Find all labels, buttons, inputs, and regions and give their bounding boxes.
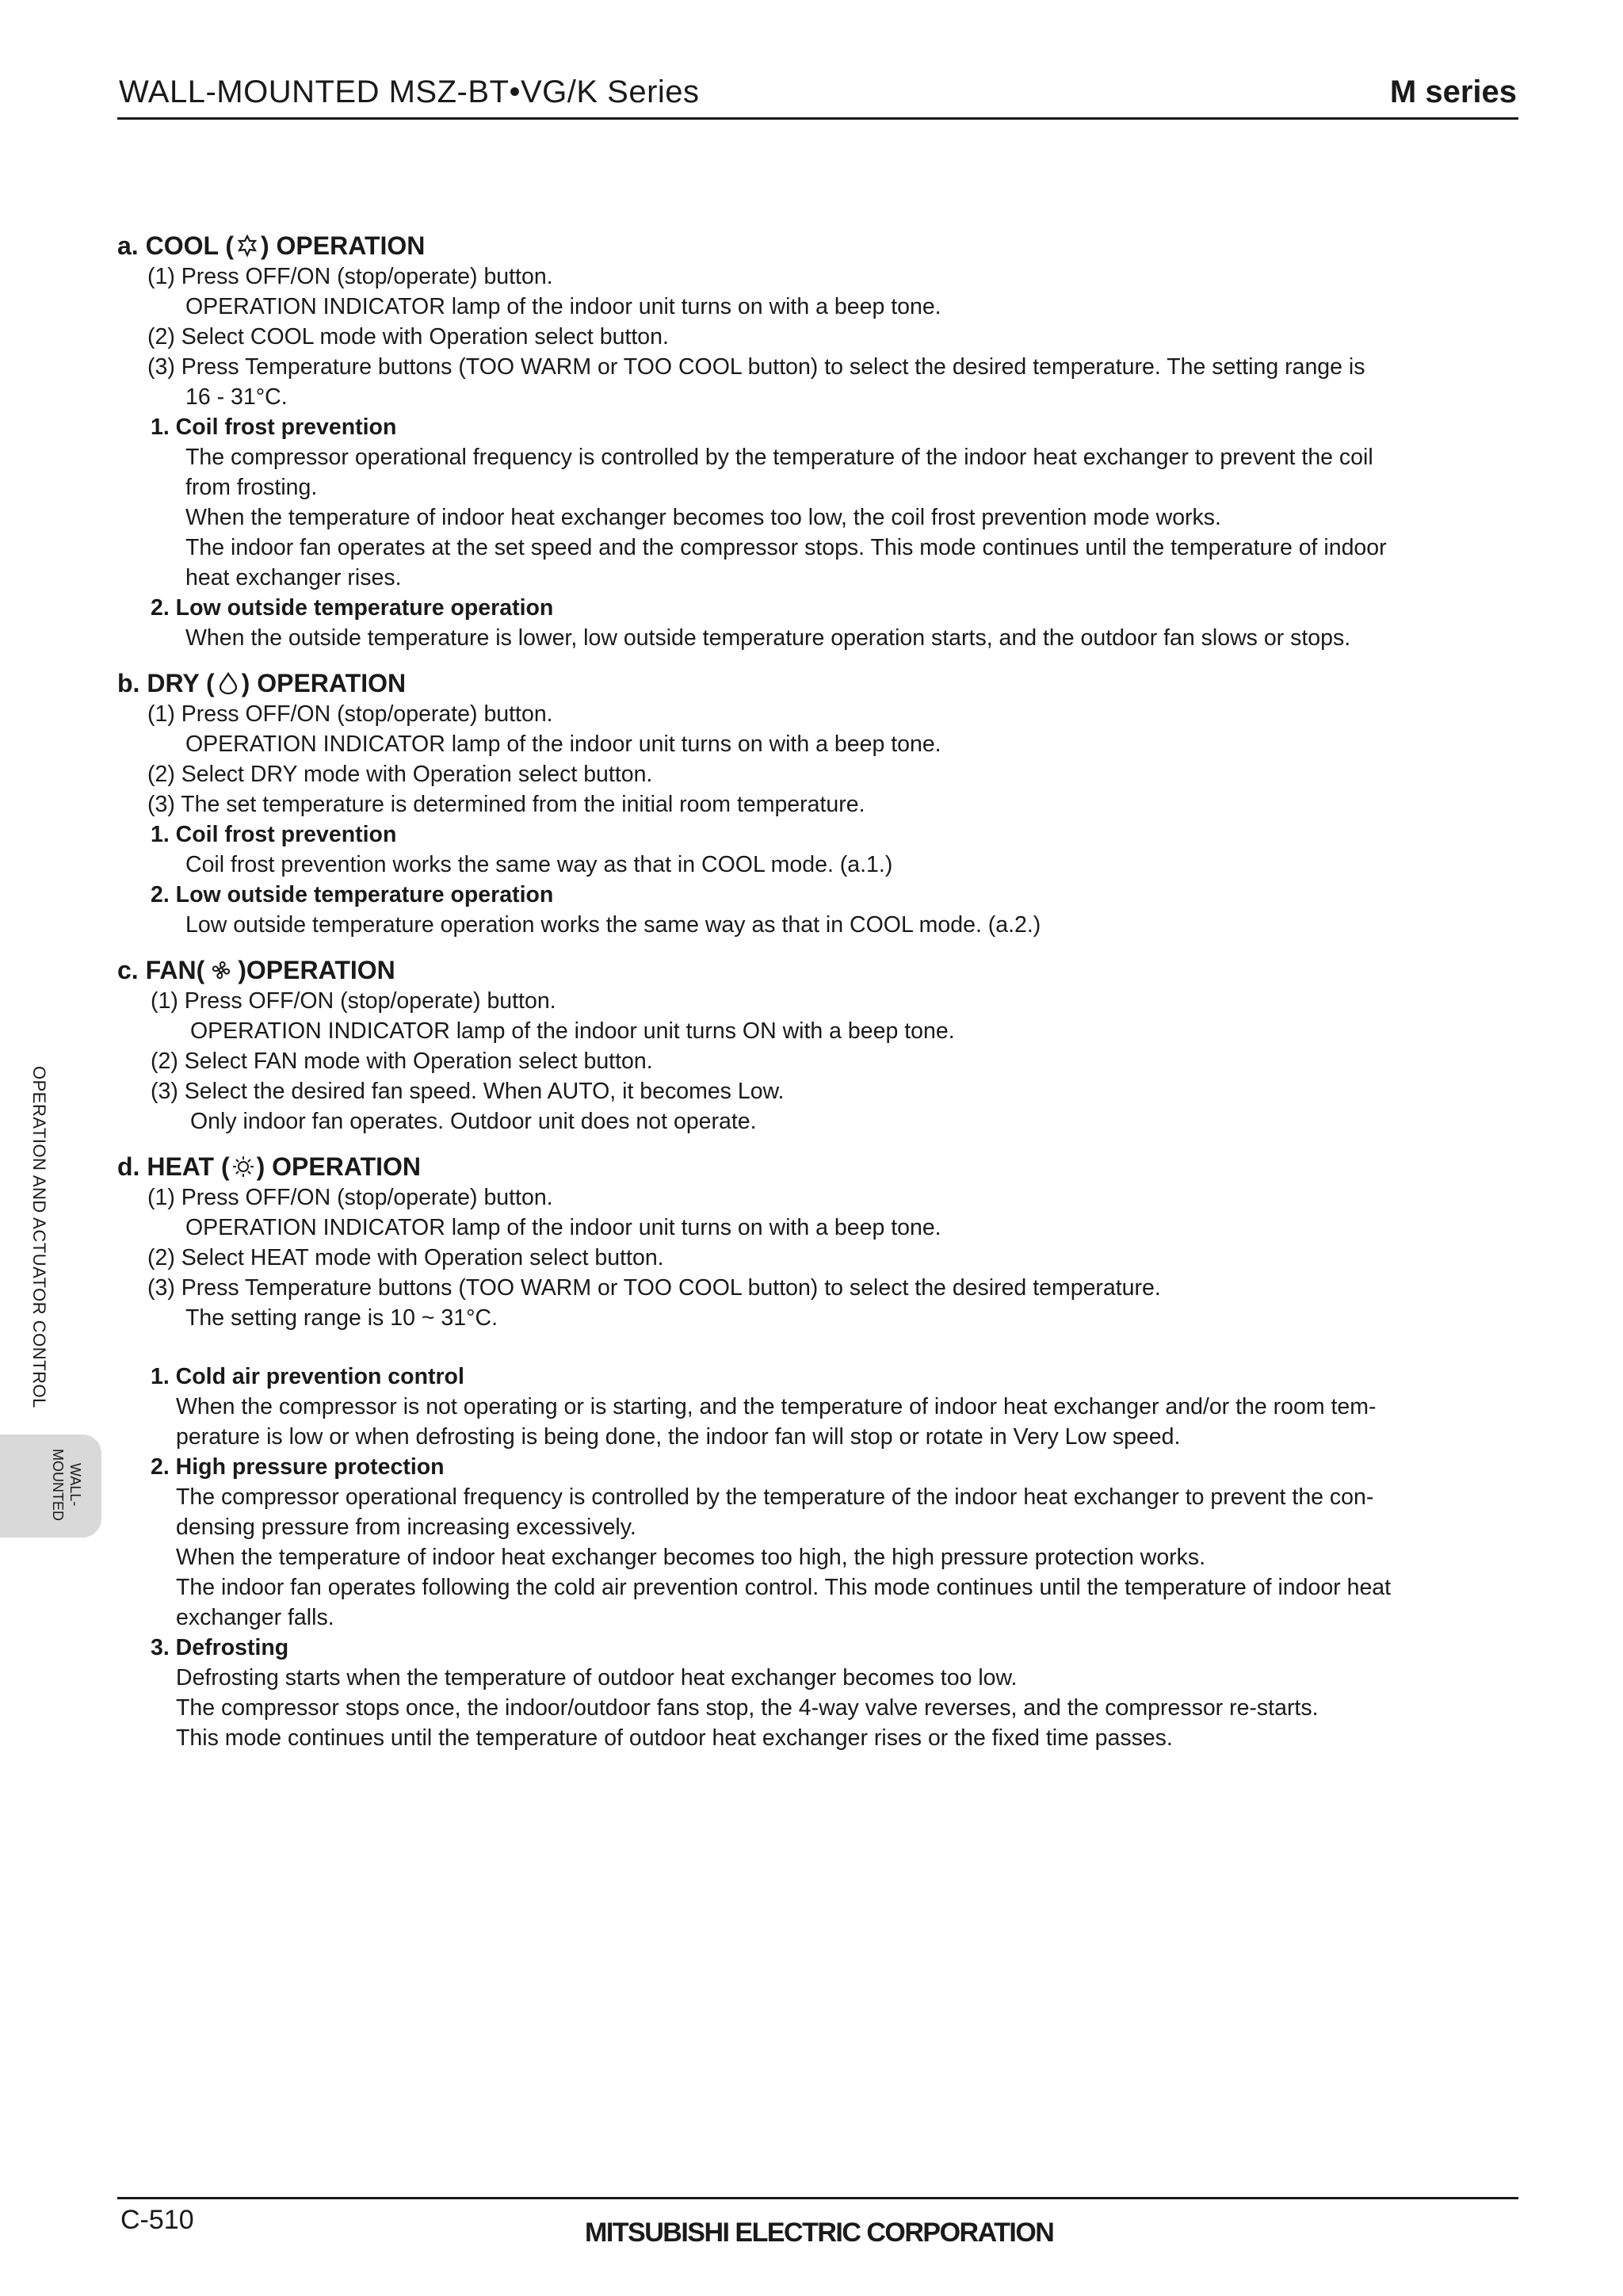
cool-p1-line5: heat exchanger rises. [185, 565, 402, 590]
dry-operation-section [117, 667, 1520, 940]
cool-mode-icon [235, 234, 259, 258]
dry-step-3: (3) The set temperature is determined from the initial room temperature. [147, 792, 865, 817]
heat-step-2: (2) Select HEAT mode with Operation select button. [147, 1245, 664, 1270]
dry-operation-heading [117, 667, 1520, 699]
heat-p1-title: 1. Cold air prevention control [151, 1364, 464, 1389]
fan-step-3-note: Only indoor fan operates. Outdoor unit does not operate. [190, 1109, 757, 1134]
page-header-series: M series [1389, 74, 1517, 109]
fan-step-2: (2) Select FAN mode with Operation select button. [151, 1049, 653, 1074]
cool-p1-line1: The compressor operational frequency is controlled by the temperature of the indoor heat exchanger to prevent the coil [185, 445, 1373, 470]
heat-p3-line3: This mode continues until the temperature of outdoor heat exchanger rises or the fixed time passes. [176, 1725, 1173, 1751]
fan-operation-section [117, 954, 1520, 1137]
fan-step-1-note: OPERATION INDICATOR lamp of the indoor unit turns ON with a beep tone. [190, 1018, 955, 1044]
heat-p2-line5: exchanger falls. [176, 1605, 334, 1630]
heat-p2-line4: The indoor fan operates following the cold air prevention control. This mode continues until the temperature of indoor heat [176, 1575, 1392, 1600]
heat-p3-line1: Defrosting starts when the temperature of outdoor heat exchanger becomes too low. [176, 1665, 1018, 1690]
page-number: C-510 [120, 2205, 194, 2235]
fan-mode-icon [209, 958, 233, 982]
heat-step-3-note: The setting range is 10 ~ 31°C. [185, 1305, 498, 1331]
cool-p1-line4: The indoor fan operates at the set speed and the compressor stops. This mode continues until the temperature of indoor [185, 535, 1387, 560]
cool-p1-line3: When the temperature of indoor heat exchanger becomes too low, the coil frost prevention mode works. [185, 505, 1221, 530]
cool-step-3-note: 16 - 31°C. [185, 384, 288, 410]
dry-step-2: (2) Select DRY mode with Operation select button. [147, 762, 653, 787]
side-tab-line1: WALL- [67, 1463, 83, 1507]
dry-mode-icon [216, 671, 240, 695]
heat-p3-title: 3. Defrosting [151, 1635, 289, 1660]
dry-heading-post: ) OPERATION [241, 669, 407, 697]
cool-operation-heading [117, 230, 1520, 262]
fan-step-3: (3) Select the desired fan speed. When AUTO, it becomes Low. [151, 1079, 785, 1104]
fan-step-1: (1) Press OFF/ON (stop/operate) button. [151, 988, 556, 1014]
side-tab-line2: MOUNTED [50, 1449, 66, 1521]
main-content [117, 230, 1520, 1753]
heat-p1-line1: When the compressor is not operating or is starting, and the temperature of indoor heat exchanger and/or the room tem- [176, 1394, 1377, 1419]
page-header-title: WALL-MOUNTED MSZ-BT•VG/K Series [119, 74, 700, 109]
cool-p2-line1: When the outside temperature is lower, low outside temperature operation starts, and the outdoor fan slows or stops. [185, 625, 1351, 651]
corporation-name: MITSUBISHI ELECTRIC CORPORATION [585, 2218, 1054, 2248]
heat-p2-title: 2. High pressure protection [151, 1454, 445, 1480]
fan-operation-heading [117, 954, 1520, 986]
heat-mode-icon [231, 1155, 255, 1179]
dry-p1-line1: Coil frost prevention works the same way as that in COOL mode. (a.1.) [185, 852, 893, 877]
cool-heading-pre: a. COOL ( [117, 231, 234, 260]
heat-p2-line1: The compressor operational frequency is controlled by the temperature of the indoor heat exchanger to prevent the con- [176, 1484, 1374, 1510]
dry-p1-title: 1. Coil frost prevention [151, 822, 397, 847]
fan-heading-pre: c. FAN( [117, 956, 205, 984]
heat-heading-post: ) OPERATION [256, 1152, 422, 1181]
heat-p3-line2: The compressor stops once, the indoor/outdoor fans stop, the 4-way valve reverses, and the compressor re-starts. [176, 1695, 1319, 1721]
dry-step-1: (1) Press OFF/ON (stop/operate) button. [147, 701, 553, 727]
cool-step-3: (3) Press Temperature buttons (TOO WARM or TOO COOL button) to select the desired temperature. The setting range is [147, 354, 1365, 380]
side-tab-label [49, 1449, 84, 1521]
cool-step-1: (1) Press OFF/ON (stop/operate) button. [147, 264, 553, 289]
cool-heading-post: ) OPERATION [260, 231, 426, 260]
dry-step-1-note: OPERATION INDICATOR lamp of the indoor unit turns on with a beep tone. [185, 732, 941, 757]
header-divider [117, 117, 1518, 120]
heat-operation-section [117, 1151, 1520, 1753]
side-section-label: OPERATION AND ACTUATOR CONTROL [29, 1066, 49, 1408]
cool-step-2: (2) Select COOL mode with Operation select button. [147, 324, 669, 350]
heat-p2-line3: When the temperature of indoor heat exchanger becomes too high, the high pressure protection works. [176, 1545, 1206, 1570]
fan-heading-post: )OPERATION [238, 956, 395, 984]
heat-p1-line2: perature is low or when defrosting is being done, the indoor fan will stop or rotate in Very Low speed. [176, 1424, 1181, 1450]
cool-p1-title: 1. Coil frost prevention [151, 415, 397, 440]
cool-p2-title: 2. Low outside temperature operation [151, 595, 554, 621]
cool-operation-section [117, 230, 1520, 653]
dry-p2-line1: Low outside temperature operation works the same way as that in COOL mode. (a.2.) [185, 912, 1041, 938]
heat-operation-heading [117, 1151, 1520, 1182]
heat-step-1-note: OPERATION INDICATOR lamp of the indoor unit turns on with a beep tone. [185, 1215, 941, 1240]
cool-p1-line2: from frosting. [185, 475, 318, 500]
heat-step-1: (1) Press OFF/ON (stop/operate) button. [147, 1185, 553, 1210]
heat-heading-pre: d. HEAT ( [117, 1152, 230, 1181]
heat-p2-line2: densing pressure from increasing excessively. [176, 1515, 636, 1540]
dry-p2-title: 2. Low outside temperature operation [151, 882, 554, 907]
heat-step-3: (3) Press Temperature buttons (TOO WARM or TOO COOL button) to select the desired temperature. [147, 1275, 1161, 1301]
cool-step-1-note: OPERATION INDICATOR lamp of the indoor unit turns on with a beep tone. [185, 294, 941, 319]
footer-divider [117, 2197, 1518, 2199]
dry-heading-pre: b. DRY ( [117, 669, 215, 697]
